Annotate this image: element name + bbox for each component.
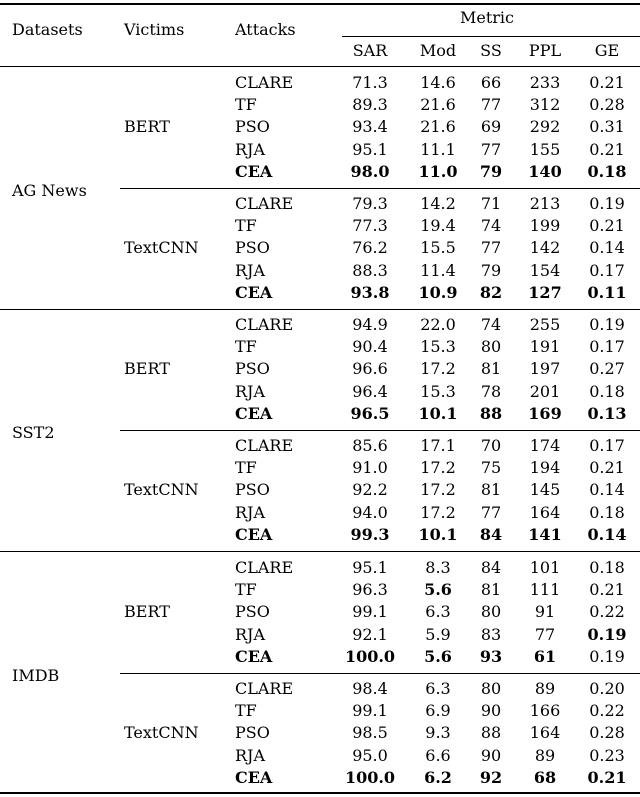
attack-label: TF <box>235 95 257 115</box>
attack-label: CLARE <box>235 558 294 577</box>
cell-sar: 100.0 <box>344 767 396 787</box>
cell-ge: 0.28 <box>589 95 625 115</box>
cell-sar: 92.1 <box>352 624 388 644</box>
cell-mod: 17.2 <box>420 502 456 522</box>
cell-ge: 0.28 <box>589 723 625 743</box>
cell-ss: 74 <box>480 315 502 334</box>
cell-ss: 79 <box>479 161 503 181</box>
cell-ge: 0.18 <box>589 381 625 401</box>
attack-label: PSO <box>235 238 270 258</box>
attack-label: CLARE <box>235 194 294 213</box>
cell-ge: 0.18 <box>589 558 625 577</box>
cell-ss: 78 <box>480 381 502 401</box>
attack-label: PSO <box>235 359 270 379</box>
cell-ppl: 61 <box>533 646 557 666</box>
cell-mod: 6.3 <box>425 679 451 698</box>
attack-label: CEA <box>235 646 273 666</box>
cell-sar: 71.3 <box>352 73 388 92</box>
attack-label: PSO <box>235 480 270 500</box>
cell-mod: 21.6 <box>420 117 456 137</box>
cell-mod: 21.6 <box>420 95 456 115</box>
attack-label: PSO <box>235 723 270 743</box>
cell-ppl: 201 <box>529 381 561 401</box>
cell-ss: 82 <box>479 282 503 302</box>
cell-ge: 0.14 <box>589 480 625 500</box>
cell-ppl: 154 <box>529 260 561 280</box>
cell-mod: 5.6 <box>424 580 452 600</box>
attack-label: CEA <box>235 403 273 423</box>
cell-sar: 98.0 <box>350 161 390 181</box>
cell-ge: 0.17 <box>589 260 625 280</box>
cell-ppl: 255 <box>529 315 561 334</box>
cell-ppl: 68 <box>533 767 557 787</box>
cell-ppl: 199 <box>529 216 561 236</box>
cell-mod: 11.1 <box>420 139 456 159</box>
cell-mod: 15.5 <box>420 238 456 258</box>
attack-label: TF <box>235 216 257 236</box>
cell-sar: 88.3 <box>352 260 388 280</box>
cell-ss: 77 <box>480 95 502 115</box>
cell-sar: 93.8 <box>350 282 390 302</box>
cell-ss: 75 <box>480 458 502 478</box>
cell-mod: 6.3 <box>425 602 451 622</box>
cell-ppl: 145 <box>529 480 561 500</box>
cell-sar: 92.2 <box>352 480 388 500</box>
cell-ge: 0.14 <box>587 524 627 544</box>
cell-mod: 6.6 <box>425 745 451 765</box>
cell-ppl: 292 <box>529 117 561 137</box>
cell-ppl: 91 <box>534 602 556 622</box>
cell-ge: 0.13 <box>587 403 627 423</box>
cell-ge: 0.20 <box>589 679 625 698</box>
header-col-sar: SAR <box>352 41 388 60</box>
victim-label: TextCNN <box>124 238 199 258</box>
dataset-label: AG News <box>12 180 87 200</box>
victim-label: BERT <box>124 602 170 622</box>
cell-sar: 100.0 <box>344 646 396 666</box>
cell-ge: 0.21 <box>589 139 625 159</box>
cell-ge: 0.19 <box>589 315 625 334</box>
cell-ss: 77 <box>480 502 502 522</box>
attack-label: RJA <box>235 745 266 765</box>
cell-ss: 77 <box>480 139 502 159</box>
cell-mod: 5.6 <box>424 646 452 666</box>
header-metric: Metric <box>459 8 515 27</box>
cell-ppl: 142 <box>529 238 561 258</box>
cell-ss: 74 <box>480 216 502 236</box>
dataset-rule <box>0 551 640 552</box>
cell-sar: 95.0 <box>352 745 388 765</box>
cell-ge: 0.18 <box>587 161 627 181</box>
cell-sar: 89.3 <box>352 95 388 115</box>
cell-ppl: 174 <box>529 436 561 455</box>
cell-ppl: 233 <box>529 73 561 92</box>
attack-label: CLARE <box>235 315 294 334</box>
cell-ge: 0.21 <box>589 580 625 600</box>
header-col-ge: GE <box>594 41 620 60</box>
cell-ge: 0.21 <box>589 216 625 236</box>
cell-ss: 80 <box>480 679 502 698</box>
cell-ge: 0.22 <box>589 701 625 721</box>
cell-ppl: 127 <box>528 282 562 302</box>
cell-mod: 19.4 <box>420 216 456 236</box>
cell-sar: 76.2 <box>352 238 388 258</box>
attack-label: CEA <box>235 161 273 181</box>
header-col-ss: SS <box>480 41 502 60</box>
cell-ppl: 197 <box>529 359 561 379</box>
cell-ppl: 77 <box>534 624 556 644</box>
metric-rule <box>342 36 640 37</box>
header-victims: Victims <box>124 20 185 39</box>
cell-ge: 0.31 <box>589 117 625 137</box>
cell-mod: 6.2 <box>424 767 452 787</box>
cell-ppl: 169 <box>528 403 562 423</box>
attack-label: TF <box>235 458 257 478</box>
cell-ss: 71 <box>480 194 502 213</box>
attack-label: CEA <box>235 524 273 544</box>
cell-ppl: 213 <box>529 194 561 213</box>
cell-sar: 90.4 <box>352 337 388 357</box>
cell-ppl: 166 <box>529 701 561 721</box>
cell-mod: 11.0 <box>418 161 458 181</box>
cell-ss: 81 <box>480 480 502 500</box>
cell-sar: 96.5 <box>350 403 390 423</box>
cell-ge: 0.18 <box>589 502 625 522</box>
victim-label: BERT <box>124 117 170 137</box>
attack-label: RJA <box>235 260 266 280</box>
attack-label: CEA <box>235 282 273 302</box>
cell-mod: 11.4 <box>420 260 456 280</box>
cell-sar: 94.9 <box>352 315 388 334</box>
cell-sar: 93.4 <box>352 117 388 137</box>
cell-mod: 5.9 <box>425 624 451 644</box>
cell-sar: 99.1 <box>352 602 388 622</box>
cell-mod: 17.2 <box>420 359 456 379</box>
cell-ss: 80 <box>480 337 502 357</box>
victim-label: BERT <box>124 359 170 379</box>
cell-ss: 93 <box>479 646 503 666</box>
header-datasets: Datasets <box>12 20 83 39</box>
cell-ge: 0.19 <box>589 646 625 666</box>
cell-ge: 0.21 <box>589 73 625 92</box>
bottom-rule <box>0 792 640 794</box>
cell-ppl: 140 <box>528 161 562 181</box>
cell-ss: 79 <box>480 260 502 280</box>
cell-ppl: 194 <box>529 458 561 478</box>
cell-ss: 90 <box>480 701 502 721</box>
dataset-label: IMDB <box>12 665 60 685</box>
cell-ppl: 101 <box>529 558 561 577</box>
cell-mod: 22.0 <box>420 315 456 334</box>
cell-ge: 0.17 <box>589 337 625 357</box>
victim-rule <box>120 430 640 431</box>
cell-mod: 15.3 <box>420 337 456 357</box>
attack-label: TF <box>235 701 257 721</box>
cell-sar: 95.1 <box>352 558 388 577</box>
cell-mod: 14.2 <box>420 194 456 213</box>
dataset-rule <box>0 309 640 310</box>
cell-sar: 94.0 <box>352 502 388 522</box>
cell-mod: 10.1 <box>418 403 458 423</box>
cell-mod: 9.3 <box>425 723 451 743</box>
cell-ge: 0.17 <box>589 436 625 455</box>
attack-label: CLARE <box>235 73 294 92</box>
cell-mod: 6.9 <box>425 701 451 721</box>
cell-mod: 10.1 <box>418 524 458 544</box>
attack-label: RJA <box>235 502 266 522</box>
victim-rule <box>120 673 640 674</box>
cell-ss: 88 <box>479 403 503 423</box>
header-col-ppl: PPL <box>528 41 562 60</box>
cell-ge: 0.22 <box>589 602 625 622</box>
cell-ppl: 111 <box>529 580 561 600</box>
cell-ppl: 164 <box>529 723 561 743</box>
header-attacks: Attacks <box>235 20 296 39</box>
cell-ss: 69 <box>480 117 502 137</box>
attack-label: PSO <box>235 117 270 137</box>
cell-sar: 96.4 <box>352 381 388 401</box>
cell-ss: 83 <box>480 624 502 644</box>
cell-sar: 96.6 <box>352 359 388 379</box>
attack-label: CLARE <box>235 679 294 698</box>
cell-ss: 80 <box>480 602 502 622</box>
cell-ppl: 155 <box>529 139 561 159</box>
cell-sar: 91.0 <box>352 458 388 478</box>
cell-sar: 98.4 <box>352 679 388 698</box>
cell-ge: 0.27 <box>589 359 625 379</box>
attack-label: TF <box>235 580 257 600</box>
cell-sar: 99.3 <box>350 524 390 544</box>
cell-ge: 0.21 <box>589 458 625 478</box>
cell-ge: 0.19 <box>589 194 625 213</box>
cell-sar: 77.3 <box>352 216 388 236</box>
cell-ge: 0.23 <box>589 745 625 765</box>
victim-rule <box>120 188 640 189</box>
attack-label: RJA <box>235 624 266 644</box>
dataset-label: SST2 <box>12 422 55 442</box>
cell-mod: 17.2 <box>420 480 456 500</box>
top-rule <box>0 3 640 5</box>
cell-ppl: 191 <box>529 337 561 357</box>
cell-ppl: 89 <box>534 745 556 765</box>
cell-ss: 77 <box>480 238 502 258</box>
cell-sar: 99.1 <box>352 701 388 721</box>
cell-ss: 81 <box>480 580 502 600</box>
cell-mod: 10.9 <box>418 282 458 302</box>
cell-mod: 17.1 <box>420 436 456 455</box>
cell-ss: 92 <box>479 767 503 787</box>
cell-sar: 98.5 <box>352 723 388 743</box>
cell-ss: 84 <box>480 558 502 577</box>
cell-ss: 66 <box>480 73 502 92</box>
cell-ss: 84 <box>479 524 503 544</box>
cell-sar: 79.3 <box>352 194 388 213</box>
victim-label: TextCNN <box>124 480 199 500</box>
cell-ge: 0.21 <box>587 767 627 787</box>
cell-ppl: 141 <box>528 524 562 544</box>
attack-label: CLARE <box>235 436 294 455</box>
cell-sar: 85.6 <box>352 436 388 455</box>
attack-label: PSO <box>235 602 270 622</box>
cell-sar: 95.1 <box>352 139 388 159</box>
cell-mod: 8.3 <box>425 558 451 577</box>
cell-ppl: 164 <box>529 502 561 522</box>
cell-ss: 90 <box>480 745 502 765</box>
cell-ss: 81 <box>480 359 502 379</box>
attack-label: RJA <box>235 139 266 159</box>
cell-mod: 14.6 <box>420 73 456 92</box>
cell-ss: 70 <box>480 436 502 455</box>
attack-label: CEA <box>235 767 273 787</box>
cell-ge: 0.11 <box>587 282 627 302</box>
attack-label: RJA <box>235 381 266 401</box>
cell-ppl: 312 <box>529 95 561 115</box>
victim-label: TextCNN <box>124 723 199 743</box>
header-col-mod: Mod <box>419 41 457 60</box>
cell-mod: 17.2 <box>420 458 456 478</box>
header-rule <box>0 66 640 67</box>
cell-ss: 88 <box>480 723 502 743</box>
cell-ge: 0.19 <box>587 624 627 644</box>
cell-sar: 96.3 <box>352 580 388 600</box>
cell-ppl: 89 <box>534 679 556 698</box>
cell-mod: 15.3 <box>420 381 456 401</box>
attack-label: TF <box>235 337 257 357</box>
cell-ge: 0.14 <box>589 238 625 258</box>
